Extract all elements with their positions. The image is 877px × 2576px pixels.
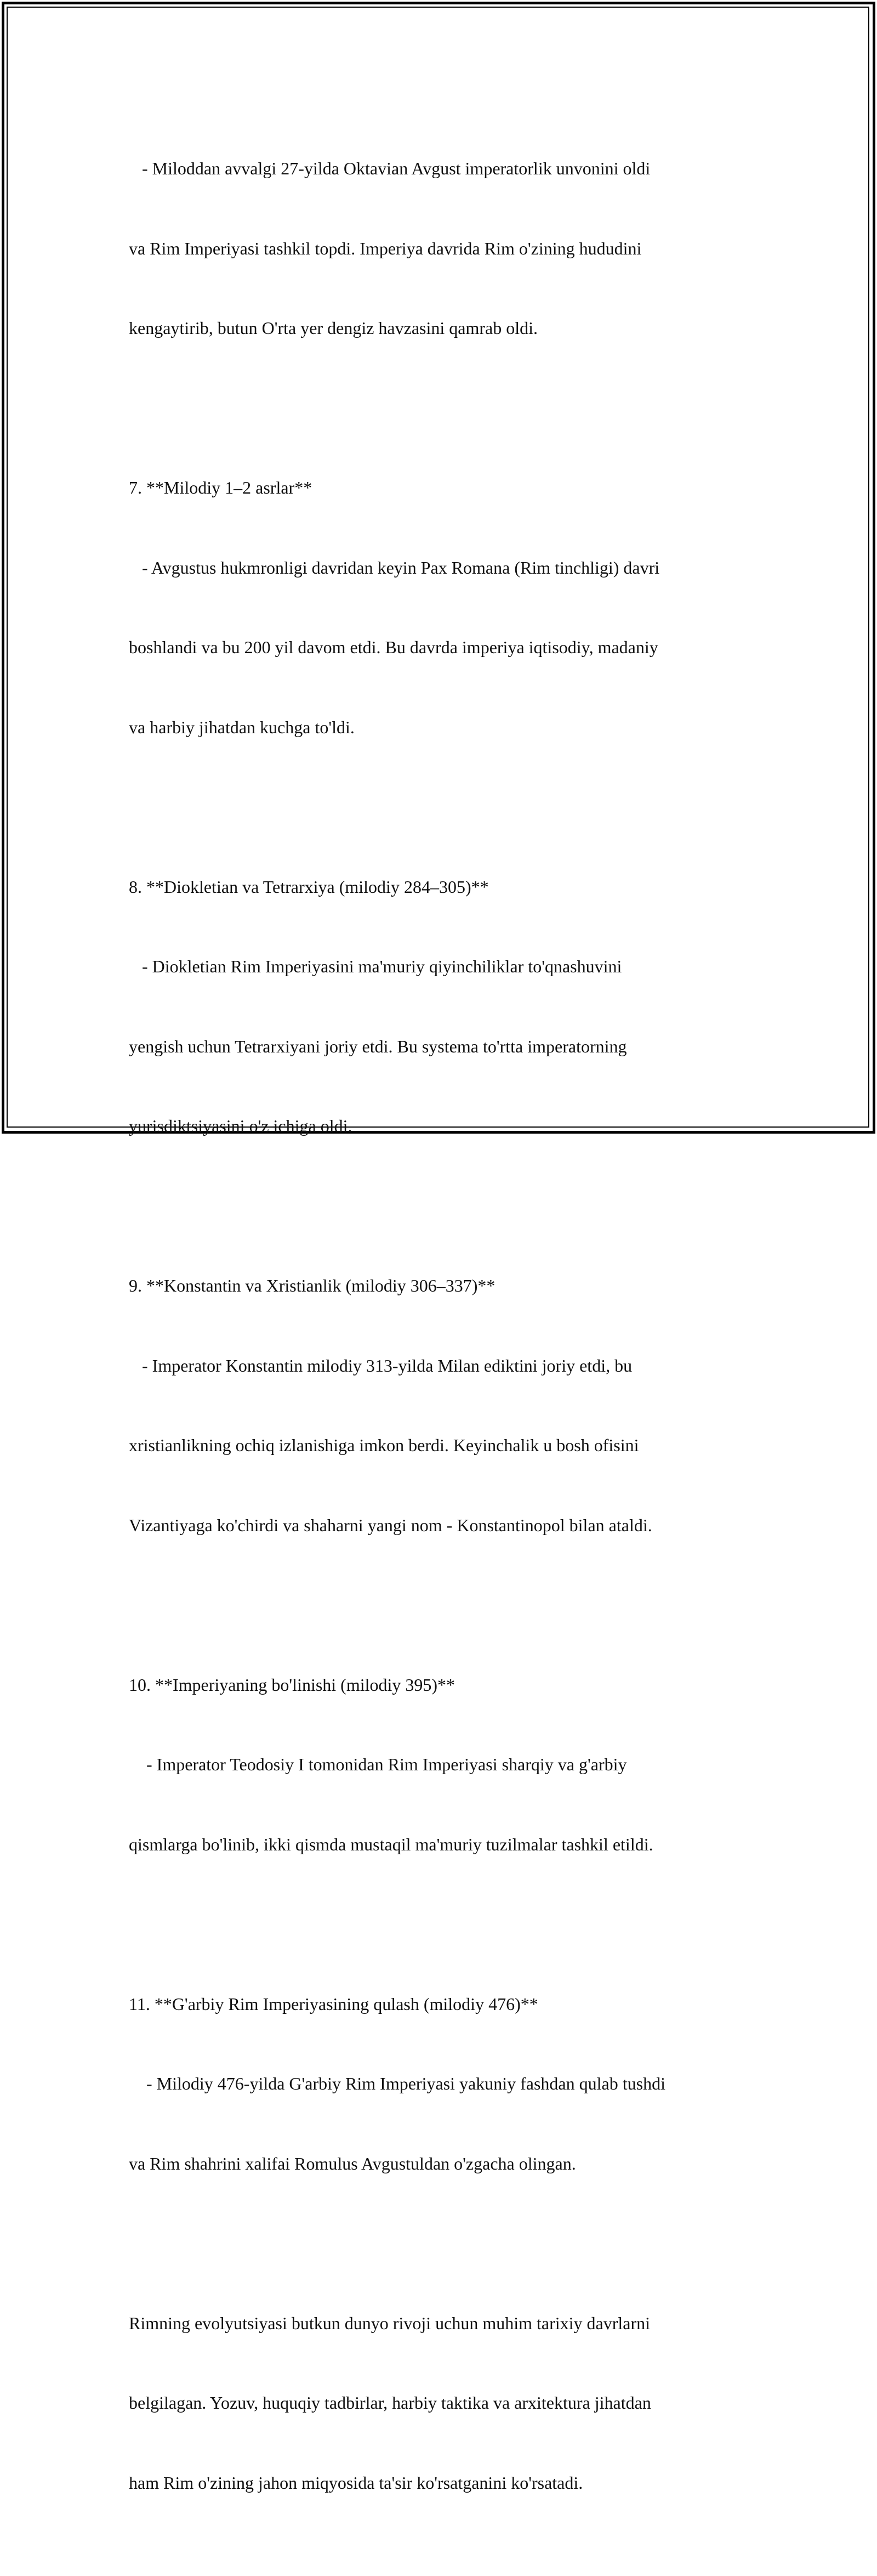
text-line: Rimning evolyutsiyasi butkun dunyo rivoji uchun muhim tarixiy davrlarni [129,2313,651,2333]
text-line: - Imperator Konstantin milodiy 313-yilda Milan ediktini joriy etdi, bu [129,1355,633,1375]
text-line: yurisdiktsiyasini o'z ichiga oldi. [129,1116,352,1136]
text-line: yengish uchun Tetrarxiyani joriy etdi. Bu systema to'rtta imperatorning [129,1036,627,1056]
conclusion-paragraph [129,2257,759,2550]
text-line: ham Rim o'zining jahon miqyosida ta'sir ko'rsatganini ko'rsatadi. [129,2472,583,2493]
document-body [129,102,759,2576]
text-line: boshlandi va bu 200 yil davom etdi. Bu davrda imperiya iqtisodiy, madaniy [129,637,658,657]
text-line: kengaytirib, butun O'rta yer dengiz havzasini qamrab oldi. [129,318,538,338]
section-heading: 11. **G'arbiy Rim Imperiyasining qulash (milodiy 476)** [129,1994,538,2014]
text-line: va Rim Imperiyasi tashkil topdi. Imperiya davrida Rim o'zining hududini [129,238,642,258]
section-heading: 10. **Imperiyaning bo'linishi (milodiy 395)** [129,1674,455,1695]
text-line: xristianlikning ochiq izlanishiga imkon berdi. Keyinchalik u bosh ofisini [129,1435,639,1455]
text-line: Vizantiyaga ko'chirdi va shaharni yangi nom - Konstantinopol bilan ataldi. [129,1515,652,1535]
text-line: - Avgustus hukmronligi davridan keyin Pax Romana (Rim tinchligi) davri [129,557,660,578]
section-7-milodiy-1-2-asrlar [129,421,759,794]
text-line: - Diokletian Rim Imperiyasini ma'muriy qiyinchiliklar to'qnashuvini [129,956,622,976]
section-heading: 7. **Milodiy 1–2 asrlar** [129,478,312,497]
section-heading: 9. **Konstantin va Xristianlik (milodiy 306–337)** [129,1276,496,1295]
paragraph-avgust-intro [129,102,759,395]
text-line: - Miloddan avvalgi 27-yilda Oktavian Avgust imperatorlik unvonini oldi [129,158,651,178]
section-8-diokletian [129,820,759,1193]
text-line: qismlarga bo'linib, ikki qismda mustaqil ma'muriy tuzilmalar tashkil etildi. [129,1834,653,1854]
section-10-bolinish [129,1618,759,1911]
section-heading: 8. **Diokletian va Tetrarxiya (milodiy 284–305)** [129,876,489,897]
text-line: - Imperator Teodosiy I tomonidan Rim Imperiyasi sharqiy va g'arbiy [129,1754,627,1774]
text-line: va Rim shahrini xalifai Romulus Avgustuldan o'zgacha olingan. [129,2153,576,2173]
text-line: - Milodiy 476-yilda G'arbiy Rim Imperiyasi yakuniy fashdan qulab tushdi [129,2074,665,2093]
section-9-konstantin [129,1219,759,1592]
section-11-qulash [129,1938,759,2230]
text-line: belgilagan. Yozuv, huquqiy tadbirlar, harbiy taktika va arxitektura jihatdan [129,2393,651,2413]
text-line: va harbiy jihatdan kuchga to'ldi. [129,717,355,737]
